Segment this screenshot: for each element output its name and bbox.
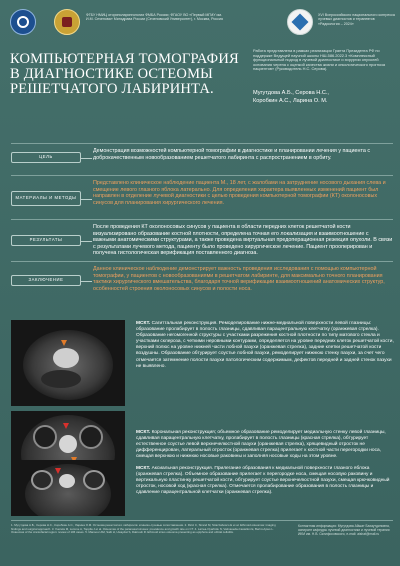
section-text: Представлено клиническое наблюдение пациента М., 18 лет, с жалобами на затруднение носового дыхания слева и смещение левого глазного яблока латерально. Для определения характера выявленных изменений пациент был направлен в отделение лучевой диагностики с целью проведения компьютерной томографии (КТ) околоносовых синусов для планирования хирургического лечения. xyxy=(93,180,386,206)
connector-line xyxy=(81,281,92,282)
ct-image-sagittal xyxy=(11,320,125,406)
connector-line xyxy=(81,158,92,159)
authors-line-1: Мугутдова А.Б., Серова Н.С., xyxy=(253,90,329,96)
section-text: Данное клиническое наблюдение демонстрирует важность проведения исследования с помощью компьютерной томографии, у пациентов с новообразованиями в решетчатом лабиринте, для максимально точного планирования тактики хирургического вмешательства, благодаря точной верификации взаимоотношений анатомических структур, особенностей строения околоносовых синусов и полости носа. xyxy=(93,266,385,292)
section-label: РЕЗУЛЬТАТЫ xyxy=(11,235,81,246)
red-arrow-icon xyxy=(63,423,69,429)
orange-arrow-icon xyxy=(61,340,67,346)
section-label: ЦЕЛЬ xyxy=(11,152,81,163)
footer-divider xyxy=(11,520,393,521)
congress-text: XVI Всероссийского национального конгресса лучевых диагностов и терапевтов «Радиология – 2024» xyxy=(318,13,395,26)
section-divider xyxy=(11,219,393,220)
congress-logo xyxy=(287,9,313,35)
poster-title: КОМПЬЮТЕРНАЯ ТОМОГРАФИЯ В ДИАГНОСТИКЕ ОСТЕОМЫ РЕШЕТЧАТОГО ЛАБИРИНТА. xyxy=(10,51,239,97)
connector-line xyxy=(81,199,92,200)
institute-logo xyxy=(10,9,36,35)
university-emblem-logo xyxy=(54,9,80,35)
section-label: ЗАКЛЮЧЕНИЕ xyxy=(11,275,81,286)
references: 1. Мугутдова А.Б., Серова Н.С., Коробкин А.С., Ларина О.М. Остеома решетчатого лабиринта: клинико-лучевые сопоставления. 2. Ricci C, Strand M, Strazzabosco E et al. Ethmoid osteomas: imaging findings and surgical approach. 3. Vuorela M, Lumme A, Toppila J et al. Osteomas of the paranasal sinuses: prevalence and growth rate on CT. 4. Larrea-Oyarbide N, Valmaseda-Castellon E, Berini-Aytes L. Osteomas of the craniofacial region: review of 106 cases. 5. Mansour AM, Salti H, Uwaydat S, Dakroub R. Ethmoid sinus osteoma presenting as epiphora and orbital cellulitis. xyxy=(11,523,276,535)
section-text: После проведения КТ околоносовых синусов у пациента в области передних клеток решетчатой кости визуализировано образование костной плотности, определена точная его локализация и взаимоотношение с важными анатомическими структурами, а также проведена виртуальная предоперационная резекция опухоли. В связи с результатами лучевого метода, пациенту было проведено хирургическое лечение. Пациент прооперирован и получена гистологическая верификация поставленного диагноза. xyxy=(93,224,393,257)
authors-line-2: Коробкин А.С., Ларина О. М. xyxy=(253,97,328,104)
section-label: МАТЕРИАЛЫ И МЕТОДЫ xyxy=(11,191,81,206)
grant-text: Работа представлена в рамках реализации Гранта Президента РФ по поддержке Ведущей научной школы НШ-586.2022.3 «Комплексный функциональный подход в лучевой диагностике и хирургии опухолей основания черепа с оценкой качества жизни и онкологического прогноза пациентов» (Руководитель Н.С. Серова). xyxy=(253,48,386,72)
figure-caption: МСКТ. Корональная реконструкция; объемное образование ремоделирует медиальную стенку левой глазницы, сдавливая парацентральную клетчатку, пролабирует в полость глазницы (красная стрелка), обтурирует естественное соустье левой верхнечелюстной пазухи (оранжевая стрелка), хрящевидный отросток не дифференцирован, латеральный отросток (оранжевая стрелка) прилегает к костной части перегородки носа, смещая верхнюю и нижнюю носовые раковины и заполняя носовые ходы на этом уровне. xyxy=(136,430,386,460)
contact-info: Контактная информация: Мугутдова Айшат Бахаутдиновна, аспирант кафедры лучевой диагностики и лучевой терапии ИКМ им. Н.В. Склифосовского, e-mail: aishat@mail.ru xyxy=(298,524,390,536)
section-divider xyxy=(11,261,393,262)
institutions-text: ФГБУ НМИЦ оториноларингологии ФМБА России; ФГАОУ ВО «Первый МГМУ им. И.М. Сеченова» Минздрава России (Сеченовский Университет), г. Москва, Россия xyxy=(86,13,223,22)
section-divider xyxy=(11,175,393,176)
section-divider xyxy=(11,143,393,144)
figure-caption: МСКТ. Сагиттальная реконструкция. Ремоделирование нижне-медиальной поверхности левой глазницы: образование пролабирует в полость глазницы, сдавливая парацентральную клетчатку (оранжевая стрелка). Образование негомогенной структуры с участками разрежения костной плотности по типу матового стекла и участками склероза, с четкими неровными контурами, определяется на уровне передних клеток решетчатой кости, верхний полюс на уровне нижней части лобной пазухи (оранжевая стрелка), задние клетки решетчатой кости воздушны. Образование обтурирует соустье лобной пазухи, ремоделирует нижнюю стенку пазухи, за счет чего отмечается затемнение полости пазухи патологическим содержимым, дефектов передней и задней стенок пазухи не выявлено. xyxy=(136,321,394,369)
header xyxy=(0,0,400,42)
authors xyxy=(253,90,395,105)
ct-image-axial xyxy=(11,460,125,516)
section-text: Демонстрация возможностей компьютерной томографии в диагностике и планировании лечения у пациента с доброкачественным новообразованием решетчатого лабиринта с распространением в орбиту. xyxy=(93,148,371,161)
connector-line xyxy=(81,241,92,242)
red-arrow-icon xyxy=(55,468,61,474)
figure-caption: МСКТ. Аксиальная реконструкция. Прилегание образования к медиальной поверхности глазного яблока (оранжевая стрелка). Объемное образование прилегает к перегородке носа, смещая носовую раковину и вертикальную пластинку решетчатой кости, обтурирует соустье верхнечелюстной пазухи, смещая крючковидный отросток, носовой ход (красная стрелка). Отмечается пролабирование образования в полость глазницы и сдавление парацентральной клетчатки (оранжевая стрелка). xyxy=(136,466,390,496)
